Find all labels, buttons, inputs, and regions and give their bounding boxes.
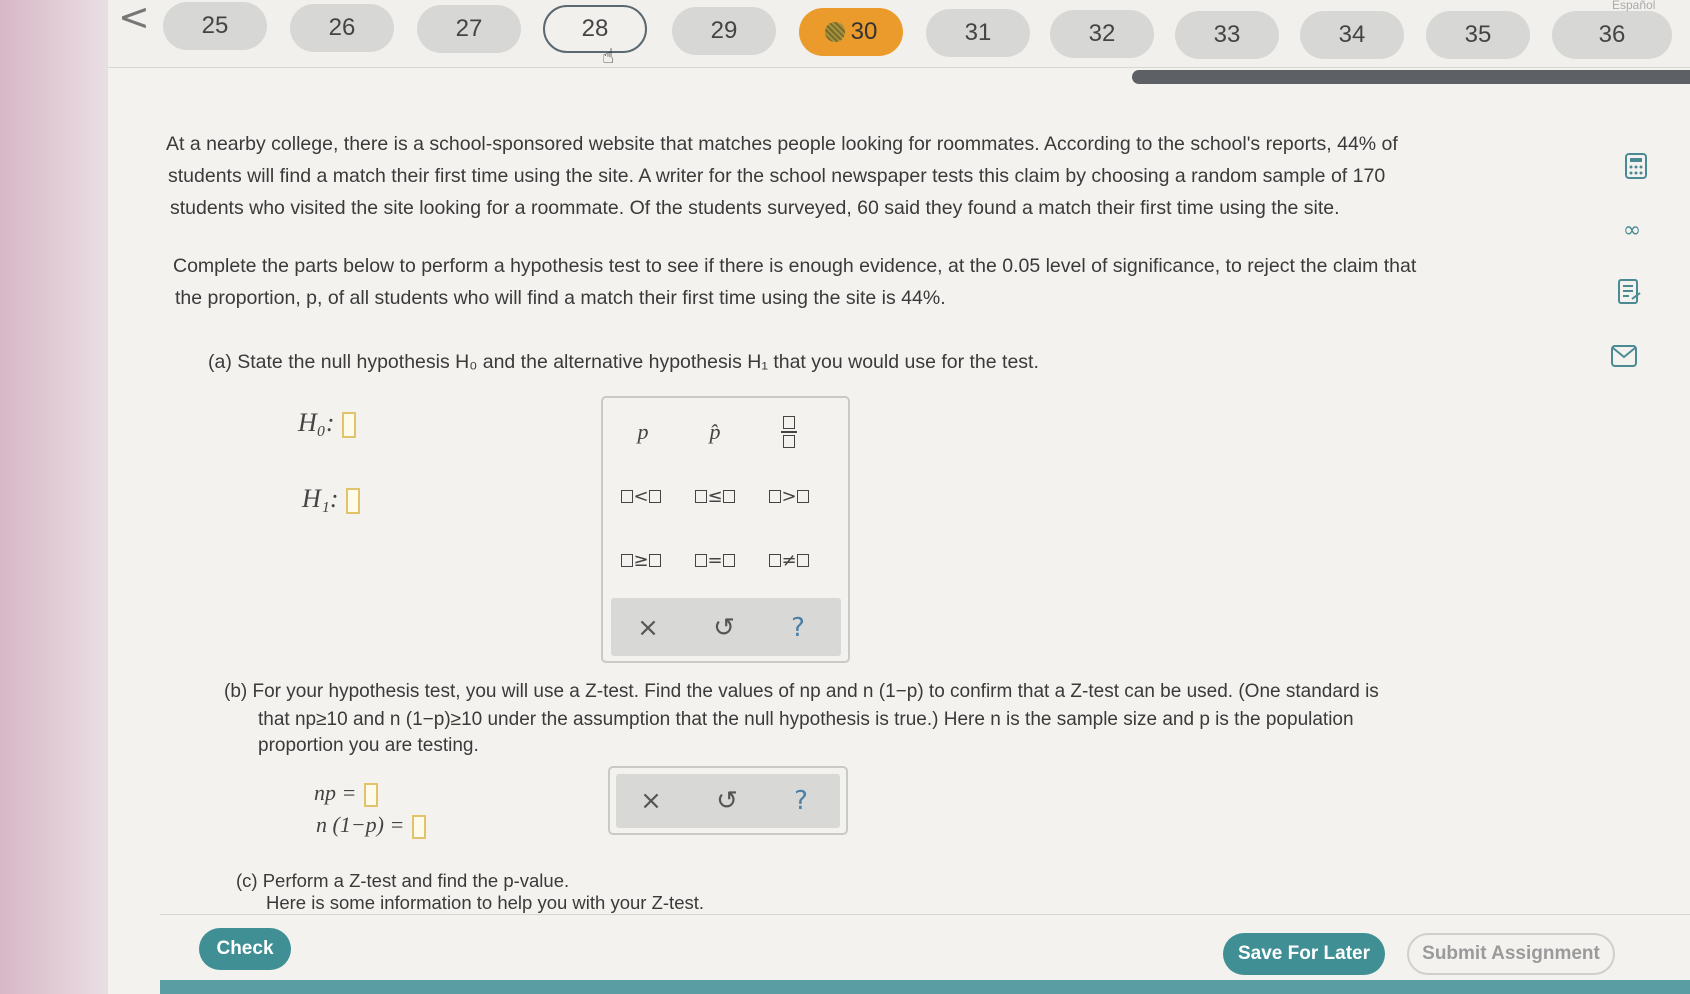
p-symbol-button[interactable]: p [637, 419, 649, 444]
infinity-icon[interactable]: ∞ [1622, 217, 1642, 243]
less-equal-symbol: ≤ [707, 485, 723, 507]
question-pill-33[interactable]: 33 [1175, 11, 1279, 59]
part-a-prompt: (a) State the null hypothesis H₀ and the alternative hypothesis H₁ that you would use for the test. [208, 351, 1039, 373]
part-b-line-3: proportion you are testing. [258, 735, 479, 756]
question-pill-36[interactable]: 36 [1552, 11, 1672, 59]
palette-toolbar-part-b [616, 774, 840, 828]
right-box-icon [797, 490, 809, 503]
part-b-line-1: (b) For your hypothesis test, you will use a Z-test. Find the values of np and n (1−p) to confirm that a Z-test can be used. (One standard is [224, 681, 1379, 702]
fraction-bar-icon [781, 431, 797, 433]
not-equal-button[interactable] [759, 540, 819, 580]
less-than-symbol: < [633, 485, 649, 507]
question-pill-29[interactable]: 29 [672, 7, 776, 55]
np-answer-input[interactable] [364, 783, 378, 807]
np-label: np = [314, 780, 357, 805]
help-icon[interactable]: ? [791, 613, 805, 643]
calculator-icon[interactable] [1622, 152, 1650, 180]
flag-icon [825, 22, 845, 42]
h0-answer-input[interactable] [342, 412, 356, 438]
part-c-line-1: (c) Perform a Z-test and find the p-value. [236, 870, 570, 891]
problem-intro-line-1: At a nearby college, there is a school-sponsored website that matches people looking for roommates. According to the school's reports, 44% of [166, 133, 1398, 155]
question-pill-34[interactable]: 34 [1300, 11, 1404, 59]
question-pill-25[interactable]: 25 [163, 2, 267, 50]
math-palette-part-b [608, 766, 848, 835]
hand-cursor-icon: ☝ [602, 44, 615, 68]
h1-label: H₁: [302, 484, 339, 513]
h0-row [298, 408, 356, 438]
h0-label: H₀: [298, 408, 335, 437]
right-box-icon [649, 490, 661, 503]
problem-task-line-1: Complete the parts below to perform a hypothesis test to see if there is enough evidence, at the 0.05 level of significance, to reject the claim that [173, 255, 1417, 277]
back-arrow-icon[interactable]: < [118, 0, 150, 39]
question-pill-26[interactable]: 26 [290, 4, 394, 52]
greater-equal-button[interactable] [611, 540, 671, 580]
p-hat-button[interactable]: p̂ [709, 419, 721, 444]
n1p-row [316, 812, 426, 839]
denominator-box-icon [783, 435, 795, 448]
h1-answer-input[interactable] [346, 488, 360, 514]
h1-row [302, 484, 360, 514]
part-c-line-2: Here is some information to help you with your Z-test. [266, 892, 705, 913]
n1p-label: n (1−p) = [316, 812, 405, 837]
problem-task-line-2: the proportion, p, of all students who will find a match their first time using the site is 44%. [175, 287, 946, 309]
submit-assignment-button[interactable]: Submit Assignment [1407, 933, 1615, 975]
not-equal-symbol: ≠ [781, 549, 797, 571]
help-icon[interactable]: ? [794, 786, 808, 816]
save-for-later-button[interactable]: Save For Later [1223, 933, 1385, 975]
question-pill-30-label: 30 [850, 18, 878, 45]
left-box-icon [769, 490, 781, 503]
undo-icon[interactable]: ↺ [713, 613, 735, 643]
progress-bar [1132, 70, 1690, 84]
palette-toolbar [611, 598, 841, 656]
greater-than-symbol: > [781, 485, 797, 507]
part-b-line-2: that np≥10 and n (1−p)≥10 under the assumption that the null hypothesis is true.) Here n is the sample size and p is the population [258, 709, 1354, 730]
left-box-icon [769, 554, 781, 567]
equals-symbol: = [707, 549, 723, 571]
equals-button[interactable] [685, 540, 745, 580]
left-box-icon [621, 490, 633, 503]
left-box-icon [695, 490, 707, 503]
bottom-stripe [160, 980, 1690, 994]
clear-icon[interactable]: × [640, 786, 662, 816]
right-box-icon [797, 554, 809, 567]
left-box-icon [621, 554, 633, 567]
question-pill-31[interactable]: 31 [926, 9, 1030, 57]
less-equal-button[interactable] [685, 476, 745, 516]
right-box-icon [649, 554, 661, 567]
numerator-box-icon [783, 416, 795, 429]
fraction-button[interactable] [759, 412, 819, 452]
problem-intro-line-3: students who visited the site looking for a roommate. Of the students surveyed, 60 said they found a match their first time using the site. [170, 197, 1340, 219]
check-button[interactable]: Check [199, 928, 291, 970]
question-pill-35[interactable]: 35 [1426, 11, 1530, 59]
undo-icon[interactable]: ↺ [716, 786, 738, 816]
math-palette [601, 396, 850, 663]
greater-than-button[interactable] [759, 476, 819, 516]
right-box-icon [723, 490, 735, 503]
problem-intro-line-2: students will find a match their first time using the site. A writer for the school newspaper tests this claim by choosing a random sample of 170 [168, 165, 1386, 187]
n1p-answer-input[interactable] [412, 815, 426, 839]
clear-icon[interactable]: × [637, 613, 659, 643]
greater-equal-symbol: ≥ [633, 549, 649, 571]
question-pill-28-current[interactable]: 28 [543, 5, 647, 53]
np-row [314, 780, 378, 807]
question-pill-32[interactable]: 32 [1050, 10, 1154, 58]
language-link[interactable]: Español [1612, 0, 1656, 12]
left-box-icon [695, 554, 707, 567]
mail-icon[interactable] [1610, 342, 1638, 370]
question-pill-30-flagged[interactable] [799, 8, 903, 56]
right-box-icon [723, 554, 735, 567]
left-background [0, 0, 115, 994]
notes-icon[interactable] [1616, 278, 1644, 306]
less-than-button[interactable] [611, 476, 671, 516]
question-pill-27[interactable]: 27 [417, 5, 521, 53]
